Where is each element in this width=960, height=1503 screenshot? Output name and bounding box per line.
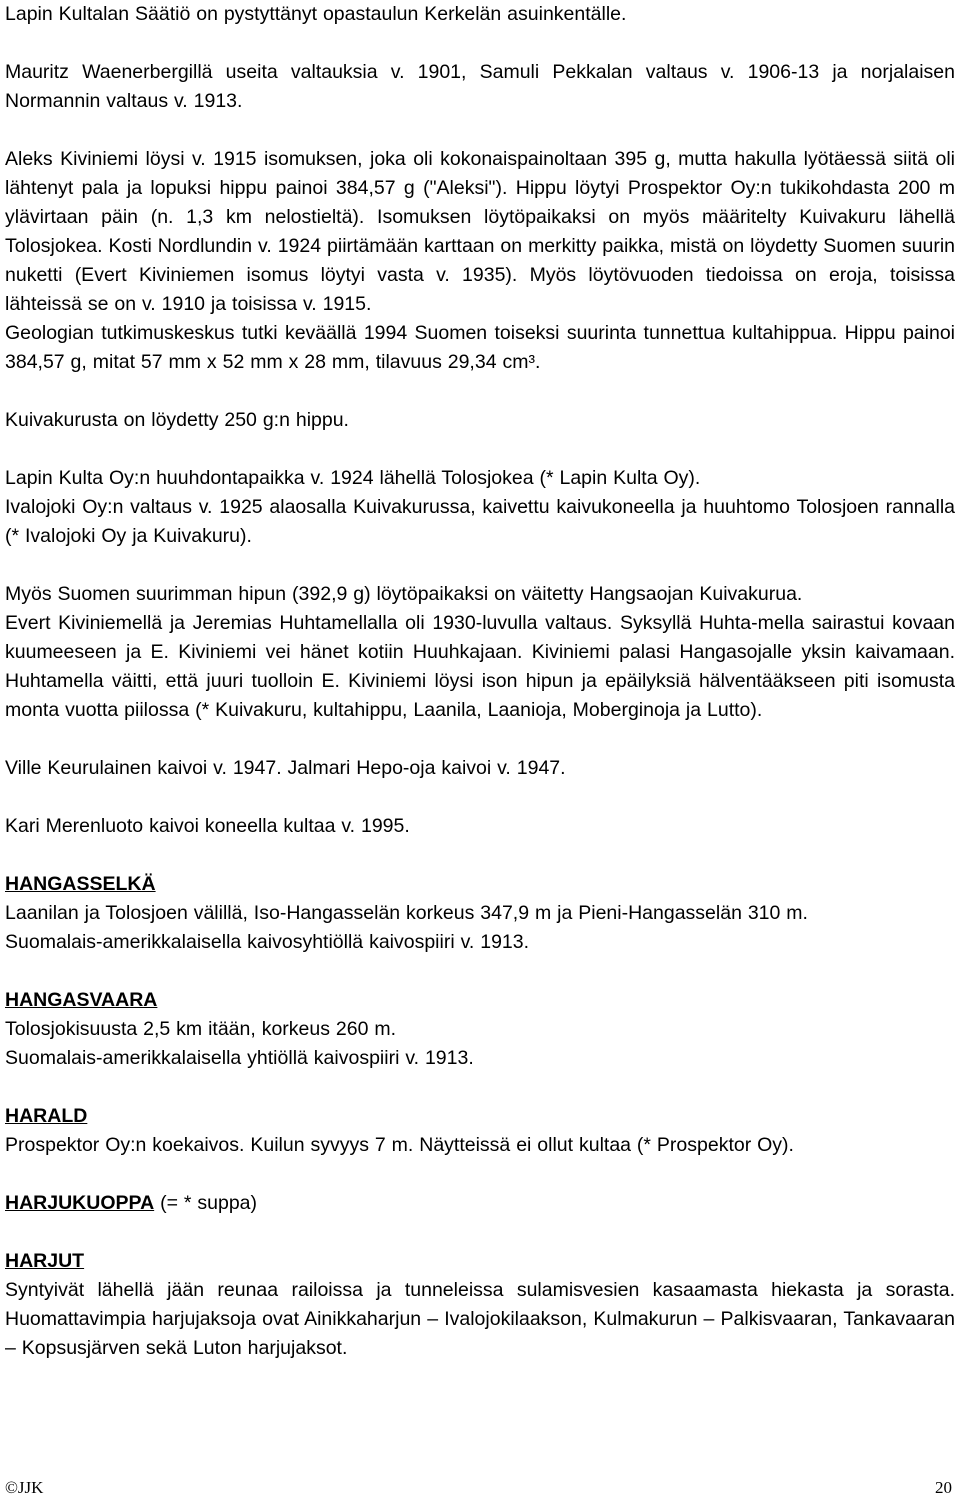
entry-line: Laanilan ja Tolosjoen välillä, Iso-Hangasselän korkeus 347,9 m ja Pieni-Hangasselän 310 m. xyxy=(5,902,808,924)
paragraph: Kuivakurusta on löydetty 250 g:n hippu. xyxy=(5,409,349,431)
entry-harjut xyxy=(5,1247,955,1363)
entry-heading: HANGASVAARA xyxy=(5,989,158,1011)
entry-hangasvaara xyxy=(5,986,955,1073)
entry-heading: HARALD xyxy=(5,1105,88,1127)
entry-harjukuoppa xyxy=(5,1189,955,1218)
paragraph-gap xyxy=(5,551,955,580)
entry-heading: HARJUKUOPPA xyxy=(5,1192,155,1214)
entry-line: Suomalais-amerikkalaisella kaivosyhtiöllä kaivospiiri v. 1913. xyxy=(5,931,530,953)
entry-line: Tolosjokisuusta 2,5 km itään, korkeus 260 m. xyxy=(5,1018,397,1040)
paragraph: Myös Suomen suurimman hipun (392,9 g) löytöpaikaksi on väitetty Hangsaojan Kuivakurua. xyxy=(5,583,803,605)
paragraph: Ivalojoki Oy:n valtaus v. 1925 alaosalla Kuivakurussa, kaivettu kaivukoneella ja huuhtomo Tolosjoen rannalla (* Ivalojoki Oy ja Kuivakuru). xyxy=(5,496,955,547)
paragraph-gap xyxy=(5,116,955,145)
paragraph: Ville Keurulainen kaivoi v. 1947. Jalmari Hepo-oja kaivoi v. 1947. xyxy=(5,757,566,779)
entry-line: Syntyivät lähellä jään reunaa railoissa ja tunneleissa sulamisvesien kasaamasta hiekasta ja sorasta. Huomattavimpia harjujaksoja ovat Ainikkaharjun – Ivalojokilaakson, Kulmakurun – Palkisvaaran, Tankavaaran – Kopsusjärven sekä Luton harjujaksot. xyxy=(5,1279,955,1359)
paragraph: Evert Kiviniemellä ja Jeremias Huhtamellalla oli 1930-luvulla valtaus. Syksyllä Huhta-mella sairastui kovaan kuumeeseen ja E. Kiviniemi vei hänet kotiin Huuhkajaan. Kiviniemi palasi Hangasojalle yksin kaivamaan. Huhtamella väitti, että juuri tuolloin E. Kiviniemi löysi ison hipun ja epäilyksiä hälventääkseen piti isomusta monta vuotta piilossa (* Kuivakuru, kultahippu, Laanila, Laanioja, Moberginoja ja Lutto). xyxy=(5,612,955,721)
entry-heading-line xyxy=(5,1247,955,1276)
paragraph: Geologian tutkimuskeskus tutki keväällä 1994 Suomen toiseksi suurinta tunnettua kultahippua. Hippu painoi 384,57 g, mitat 57 mm x 52 mm x 28 mm, tilavuus 29,34 cm³. xyxy=(5,322,955,373)
paragraph: Kari Merenluoto kaivoi koneella kultaa v. 1995. xyxy=(5,815,410,837)
paragraph-gap xyxy=(5,1073,955,1102)
paragraph-gap xyxy=(5,1160,955,1189)
entry-heading-line xyxy=(5,1102,955,1131)
paragraph-gap xyxy=(5,957,955,986)
entry-hangasselka xyxy=(5,870,955,957)
entry-heading: HANGASSELKÄ xyxy=(5,873,156,895)
entry-heading-suffix: (= * suppa) xyxy=(154,1192,258,1214)
entry-heading-line xyxy=(5,986,955,1015)
paragraph-gap xyxy=(5,1218,955,1247)
paragraph-gap xyxy=(5,377,955,406)
page-footer xyxy=(5,1476,952,1500)
page-number: 20 xyxy=(935,1478,952,1497)
entry-heading-line xyxy=(5,870,955,899)
paragraph: Lapin Kulta Oy:n huuhdontapaikka v. 1924 lähellä Tolosjokea (* Lapin Kulta Oy). xyxy=(5,467,701,489)
entry-heading-line xyxy=(5,1189,955,1218)
footer-copyright: ©JJK xyxy=(5,1478,44,1497)
paragraph-gap xyxy=(5,435,955,464)
entry-harald xyxy=(5,1102,955,1160)
paragraph: Aleks Kiviniemi löysi v. 1915 isomuksen, joka oli kokonaispainoltaan 395 g, mutta hakulla lyötäessä siitä oli lähtenyt pala ja lopuksi hippu painoi 384,57 g ("Aleksi"). Hippu löytyi Prospektor Oy:n tukikohdasta 200 m ylävirtaan päin (n. 1,3 km nelostieltä). Isomuksen löytöpaikaksi on myös määritelty Kuivakuru lähellä Tolosjokea. Kosti Nordlundin v. 1924 piirtämään karttaan on merkitty paikka, mistä on löydetty Suomen suurin nuketti (Evert Kiviniemen isomus löytyi vasta v. 1935). Myös löytövuoden tiedoissa on eroja, toisissa lähteissä se on v. 1910 ja toisissa v. 1915. xyxy=(5,148,955,315)
paragraph-gap xyxy=(5,725,955,754)
entry-heading: HARJUT xyxy=(5,1250,85,1272)
document-page xyxy=(5,0,955,1363)
paragraph: Lapin Kultalan Säätiö on pystyttänyt opastaulun Kerkelän asuinkentälle. xyxy=(5,3,627,25)
entry-line: Prospektor Oy:n koekaivos. Kuilun syvyys 7 m. Näytteissä ei ollut kultaa (* Prospektor Oy). xyxy=(5,1134,794,1156)
paragraph: Mauritz Waenerbergillä useita valtauksia v. 1901, Samuli Pekkalan valtaus v. 1906-13 ja norjalaisen Normannin valtaus v. 1913. xyxy=(5,61,955,112)
paragraph-gap xyxy=(5,783,955,812)
paragraph-gap xyxy=(5,29,955,58)
paragraph-gap xyxy=(5,841,955,870)
entry-line: Suomalais-amerikkalaisella yhtiöllä kaivospiiri v. 1913. xyxy=(5,1047,474,1069)
